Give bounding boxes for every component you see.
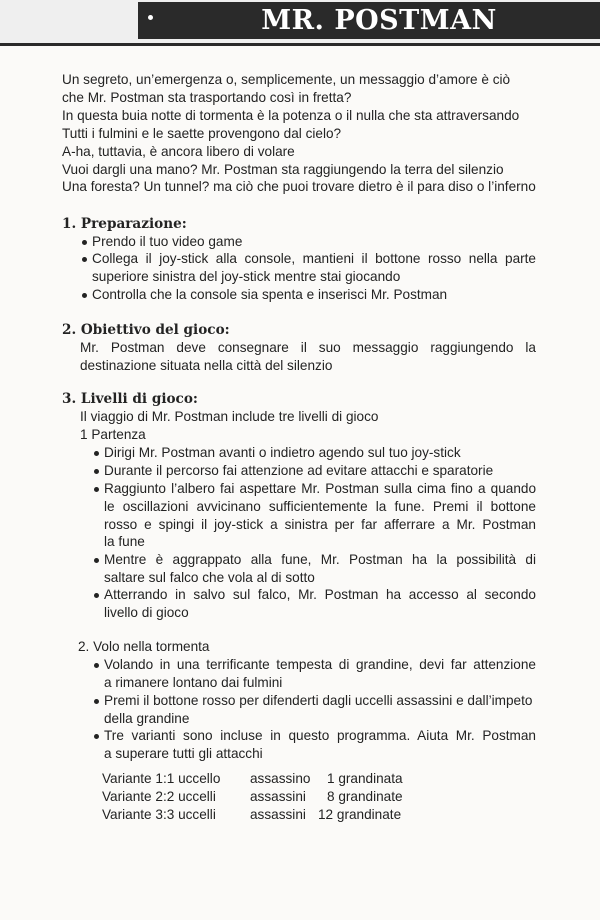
list-item: a superare tutti gli attacchi	[104, 746, 263, 761]
list-item: Dirigi Mr. Postman avanti o indietro agendo sul tuo joy-stick	[104, 445, 461, 460]
list-item: Premi il bottone rosso per difenderti dagli uccelli assassini e dall’impeto	[104, 693, 533, 708]
list-item: Mentre è aggrappato alla fune, Mr. Postman ha la possibilità di	[104, 552, 536, 567]
list-item: Prendo il tuo video game	[92, 234, 243, 249]
bullet-icon	[94, 558, 99, 563]
variant-hail: 12 grandinate	[318, 807, 402, 822]
intro-line: Una foresta? Un tunnel? ma ciò che puoi trovare dietro è il para diso o l’inferno	[62, 179, 536, 194]
bullet-icon	[94, 663, 99, 668]
list-item: la fune	[104, 534, 145, 549]
variant-hail: 8 grandinate	[327, 789, 403, 804]
variant-name: Variante 1:1 uccello	[102, 771, 221, 786]
variant-name: Variante 3:3 uccelli	[102, 807, 216, 822]
list-item: livello di gioco	[104, 605, 189, 620]
list-item: Raggiunto l’albero fai aspettare Mr. Postman sulla cima fino a quando	[104, 481, 536, 496]
list-item: Collega il joy-stick alla console, mantieni il bottone rosso nella parte	[92, 251, 536, 266]
bullet-icon	[82, 240, 87, 245]
level-title-volo: 2. Volo nella tormenta	[78, 639, 210, 654]
list-item: saltare sul falco che vola al di sotto	[104, 570, 315, 585]
list-item: superiore sinistra del joy-stick mentre stai giocando	[92, 269, 401, 284]
list-item: della grandine	[104, 711, 190, 726]
variant-name: Variante 2:2 uccelli	[102, 789, 216, 804]
list-item: rosso e spingi il joy-stick a sinistra per far afferrare a Mr. Postman	[104, 517, 536, 532]
list-item: le oscillazioni avvicinano sufficientemente la fune. Premi il bottone	[104, 499, 536, 514]
bullet-icon	[94, 699, 99, 704]
intro-line: A-ha, tuttavia, è ancora libero di volare	[62, 144, 295, 159]
intro-line: In questa buia notte di tormenta è la potenza o il nulla che sta attraversando	[62, 108, 520, 123]
list-item: Controlla che la console sia spenta e inserisci Mr. Postman	[92, 287, 448, 302]
section-heading-preparazione: 1. Preparazione:	[62, 216, 187, 232]
intro-line: che Mr. Postman sta trasportando così in fretta?	[62, 90, 352, 105]
section-heading-livelli: 3. Livelli di gioco:	[62, 391, 198, 407]
level-title-partenza: 1 Partenza	[80, 427, 146, 442]
paragraph-line: Il viaggio di Mr. Postman include tre livelli di gioco	[80, 409, 379, 424]
bullet-icon	[94, 593, 99, 598]
variant-hail: 1 grandinata	[327, 771, 403, 786]
bullet-icon	[94, 451, 99, 456]
variant-type: assassini	[250, 807, 306, 822]
variant-type: assassini	[250, 789, 306, 804]
page-title: MR. POSTMAN	[261, 5, 497, 36]
list-item: Volando in una terrificante tempesta di grandine, devi far attenzione	[104, 657, 536, 672]
list-item: Atterrando in salvo sul falco, Mr. Postman ha accesso al secondo	[104, 587, 536, 602]
intro-line: Un segreto, un’emergenza o, semplicemente, un messaggio d’amore è ciò	[62, 72, 511, 87]
section-heading-obiettivo: 2. Obiettivo del gioco:	[62, 322, 230, 338]
list-item: Tre varianti sono incluse in questo programma. Aiuta Mr. Postman	[104, 728, 536, 743]
variant-type: assassino	[250, 771, 311, 786]
intro-line: Tutti i fulmini e le saette provengono dal cielo?	[62, 126, 342, 141]
list-item: Durante il percorso fai attenzione ad evitare attacchi e sparatorie	[104, 463, 494, 478]
bullet-icon	[94, 487, 99, 492]
paragraph-line: Mr. Postman deve consegnare il suo messaggio raggiungendo la	[80, 340, 536, 355]
bullet-icon	[94, 469, 99, 474]
bullet-icon	[82, 257, 87, 262]
intro-line: Vuoi dargli una mano? Mr. Postman sta raggiungendo la terra del silenzio	[62, 162, 504, 177]
bullet-icon	[82, 293, 87, 298]
paragraph-line: destinazione situata nella città del silenzio	[80, 358, 333, 373]
bullet-icon	[94, 734, 99, 739]
list-item: a rimanere lontano dai fulmini	[104, 675, 283, 690]
